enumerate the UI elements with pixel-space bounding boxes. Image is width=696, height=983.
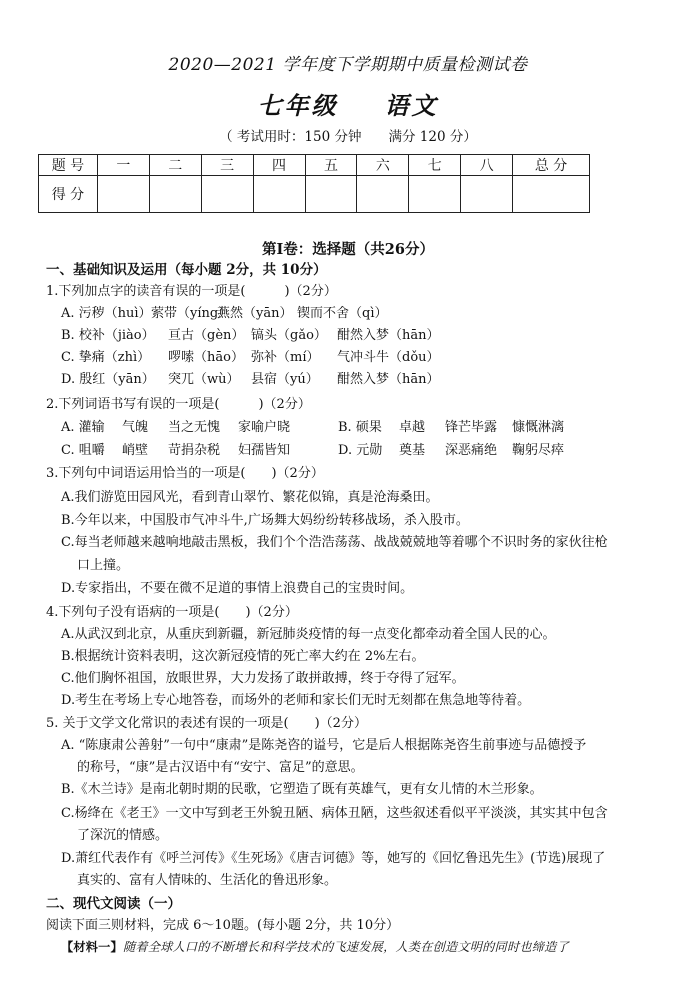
question-1-stem: 1.下列加点字的读音有误的一项是( )（2分） <box>46 284 337 299</box>
question-3-option-c-cont: 口上撞。 <box>77 558 130 573</box>
question-4-option-d[interactable]: D.考生在考场上专心地答卷，而场外的老师和家长们无时无刻都在焦急地等待着。 <box>61 693 531 708</box>
option-text: 苛捐杂税 <box>168 443 221 458</box>
table-cell: 三 <box>201 155 253 176</box>
option-text: D. 元勋 <box>338 443 383 458</box>
score-label-cell: 得 分 <box>39 176 98 213</box>
option-text: 酣然入梦（hān） <box>337 328 440 343</box>
option-text: 锲而不舍（qì） <box>297 306 388 321</box>
option-text: B. 校补（jiào） <box>61 328 155 343</box>
option-text: 突兀（wù） <box>168 372 240 387</box>
option-text: C. 挚痛（zhì） <box>61 350 151 365</box>
question-5-option-d-cont: 真实的、富有人情味的、生活化的鲁迅形象。 <box>77 873 338 888</box>
question-5-option-a[interactable]: A. “陈康肃公善射”一句中“康肃”是陈尧咨的谥号，它是后人根据陈尧咨生前事迹与品德授予 <box>61 738 587 753</box>
exam-title-year: 2020—2021 学年度下学期期中质量检测试卷 <box>168 55 528 75</box>
score-table <box>38 154 590 213</box>
option-text: 燕然（yān） <box>217 306 293 321</box>
option-text: 峭壁 <box>122 443 149 458</box>
score-cell[interactable] <box>149 176 201 213</box>
table-cell: 七 <box>409 155 461 176</box>
table-cell: 四 <box>253 155 305 176</box>
score-cell[interactable] <box>201 176 253 213</box>
question-5-option-b[interactable]: B.《木兰诗》是南北朝时期的民歌，它塑造了既有英雄气，更有女儿情的木兰形象。 <box>61 782 543 797</box>
material1-label: 【材料一】 <box>61 940 123 954</box>
option-text: A. 灌输 <box>61 420 105 435</box>
table-cell: 题 号 <box>39 155 98 176</box>
question-3-option-a[interactable]: A.我们游览田园风光，看到青山翠竹、繁花似锦，真是沧海桑田。 <box>61 490 439 505</box>
option-text: 气魄 <box>122 420 149 435</box>
material1-text: 随着全球人口的不断增长和科学技术的飞速发展，人类在创造文明的同时也缔造了 <box>122 940 569 954</box>
option-text: 当之无愧 <box>168 420 221 435</box>
part2-intro: 阅读下面三则材料，完成 6～10题。(每小题 2分，共 10分） <box>46 918 400 933</box>
option-text: 啰嗦（hāo） <box>168 350 244 365</box>
option-text: 奠基 <box>399 443 426 458</box>
option-text: 亘古（gèn） <box>168 328 245 343</box>
option-text: 家喻户晓 <box>238 420 291 435</box>
option-text: A. 污秽（huì） <box>61 306 152 321</box>
exam-info: （ 考试用时：150 分钟 满分 120 分） <box>219 129 477 145</box>
option-text: B. 硕果 <box>338 420 382 435</box>
part1-heading: 一、基础知识及运用（每小题 2分，共 10分） <box>46 262 327 278</box>
question-5-option-c[interactable]: C.杨绛在《老王》一文中写到老王外貌丑陋、病体丑陋，这些叙述看似平平淡淡，其实其中包含 <box>61 806 608 821</box>
option-text: 弥补（mí） <box>251 350 320 365</box>
option-text: C. 咀嚼 <box>61 443 105 458</box>
question-4-option-c[interactable]: C.他们胸怀祖国，放眼世界，大力发扬了敢拼敢搏，终于夺得了冠军。 <box>61 671 465 686</box>
grade-label: 七年级 <box>257 91 339 120</box>
option-text: 深恶痛绝 <box>445 443 498 458</box>
material1-line <box>61 939 569 955</box>
section-title: 第Ⅰ卷：选择题（共26分） <box>262 241 434 258</box>
option-text: 镐头（gǎo） <box>251 328 327 343</box>
table-cell: 六 <box>357 155 409 176</box>
option-text: 卓越 <box>399 420 426 435</box>
question-4-option-a[interactable]: A.从武汉到北京，从重庆到新疆，新冠肺炎疫情的每一点变化都牵动着全国人民的心。 <box>61 627 556 642</box>
score-cell[interactable] <box>513 176 590 213</box>
exam-title-grade-subject <box>0 86 696 121</box>
question-5-stem: 5. 关于文学文化常识的表述有误的一项是( )（2分） <box>46 716 367 731</box>
score-cell[interactable] <box>357 176 409 213</box>
option-text: 鞠躬尽瘁 <box>512 443 565 458</box>
option-text: D. 殷红（yān） <box>61 372 155 387</box>
table-cell: 一 <box>97 155 149 176</box>
question-2-stem: 2.下列词语书写有误的一项是( )（2分） <box>46 397 311 412</box>
table-cell: 八 <box>461 155 513 176</box>
table-cell: 五 <box>305 155 357 176</box>
table-cell: 二 <box>149 155 201 176</box>
option-text: 酣然入梦（hān） <box>337 372 440 387</box>
question-5-option-d[interactable]: D.萧红代表作有《呼兰河传》《生死场》《唐吉诃德》等，她写的《回忆鲁迅先生》(节选)展现了 <box>61 851 606 866</box>
option-text: 萦带（yíng） <box>151 306 232 321</box>
question-4-option-b[interactable]: B.根据统计资料表明，这次新冠疫情的死亡率大约在 2%左右。 <box>61 649 425 664</box>
question-5-option-c-cont: 了深沉的情感。 <box>77 828 169 843</box>
option-text: 妇孺皆知 <box>238 443 291 458</box>
table-cell: 总 分 <box>513 155 590 176</box>
subject-label: 语文 <box>384 91 439 120</box>
option-text: 气冲斗牛（dǒu） <box>337 350 440 365</box>
question-3-option-c[interactable]: C.每当老师越来越响地敲击黑板，我们个个浩浩荡荡、战战兢兢地等着哪个不识时务的家伙往枪 <box>61 535 608 550</box>
score-table-header-row <box>39 155 590 176</box>
score-table-score-row <box>39 176 590 213</box>
question-3-stem: 3.下列句中词语运用恰当的一项是( )（2分） <box>46 466 324 481</box>
score-cell[interactable] <box>97 176 149 213</box>
option-text: 县宿（yú） <box>251 372 319 387</box>
question-3-option-b[interactable]: B.今年以来，中国股市气冲斗牛,广场舞大妈纷纷转移战场，杀入股市。 <box>61 513 469 528</box>
option-text: 慷慨淋漓 <box>512 420 565 435</box>
question-5-option-a-cont: 的称号，“康”是古汉语中有“安宁、富足”的意思。 <box>77 760 364 775</box>
score-cell[interactable] <box>253 176 305 213</box>
score-cell[interactable] <box>409 176 461 213</box>
score-cell[interactable] <box>461 176 513 213</box>
part2-heading: 二、现代文阅读（一） <box>46 896 181 912</box>
option-text: 锋芒毕露 <box>445 420 498 435</box>
score-cell[interactable] <box>305 176 357 213</box>
question-3-option-d[interactable]: D.专家指出，不要在微不足道的事情上浪费自己的宝贵时间。 <box>61 581 414 596</box>
question-4-stem: 4.下列句子没有语病的一项是( )（2分） <box>46 605 298 620</box>
